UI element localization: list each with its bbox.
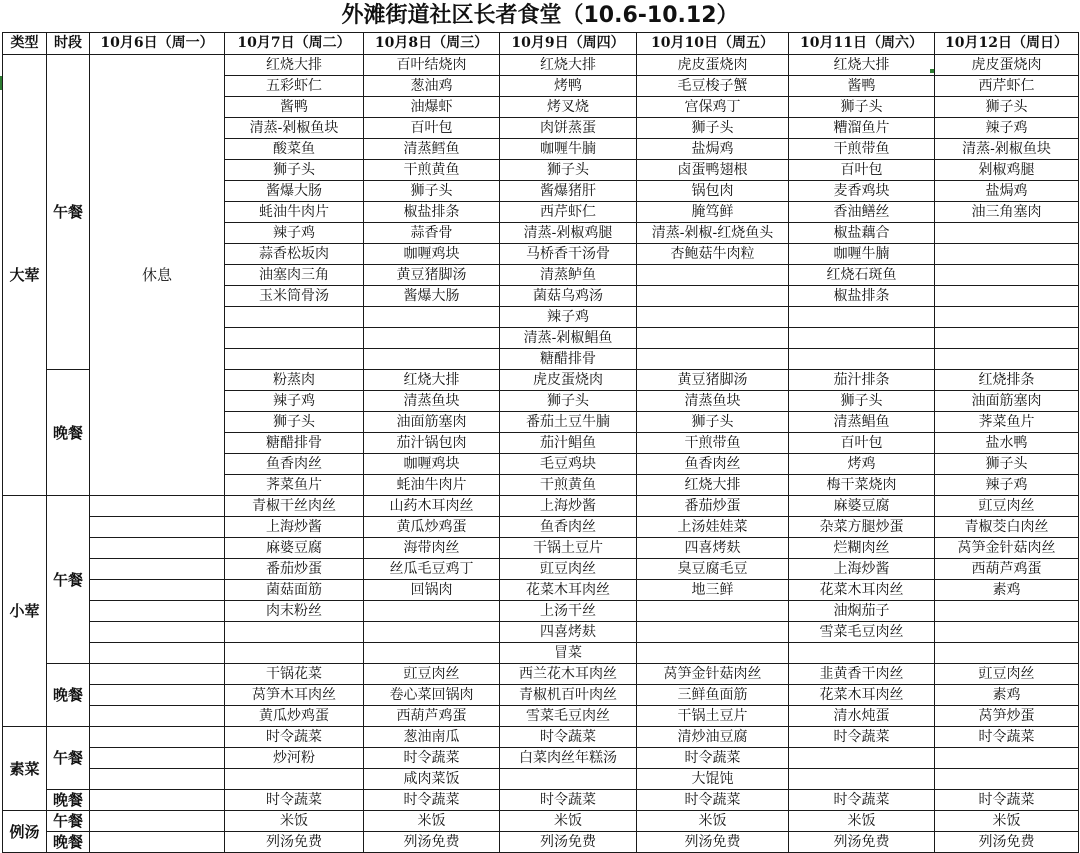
menu-cell: 油焖茄子 [789, 601, 935, 622]
menu-cell [364, 349, 500, 370]
menu-cell: 杏鲍菇牛肉粒 [637, 244, 789, 265]
menu-cell: 莴笋金针菇肉丝 [637, 664, 789, 685]
meal-period-cell: 午餐 [47, 496, 90, 664]
menu-cell: 番茄炒蛋 [637, 496, 789, 517]
menu-cell: 豇豆肉丝 [500, 559, 637, 580]
menu-cell: 油三角塞肉 [935, 202, 1079, 223]
table-row [3, 811, 1079, 832]
menu-cell: 咖喱鸡块 [364, 244, 500, 265]
menu-cell [90, 790, 225, 811]
menu-cell: 清蒸鲳鱼 [789, 412, 935, 433]
menu-cell: 青椒茭白肉丝 [935, 517, 1079, 538]
menu-cell: 鱼香肉丝 [225, 454, 364, 475]
header-day-mon: 10月6日（周一） [90, 33, 225, 55]
menu-cell: 酱鸭 [225, 97, 364, 118]
header-day-tue: 10月7日（周二） [225, 33, 364, 55]
table-row [3, 496, 1079, 517]
menu-cell: 蒜香松坂肉 [225, 244, 364, 265]
meal-period-cell: 晚餐 [47, 832, 90, 853]
category-cell: 素菜 [3, 727, 47, 811]
menu-cell: 马桥香干汤骨 [500, 244, 637, 265]
menu-cell: 粉蒸肉 [225, 370, 364, 391]
table-row [3, 664, 1079, 685]
menu-cell: 肉末粉丝 [225, 601, 364, 622]
menu-cell: 干锅土豆片 [500, 538, 637, 559]
menu-cell: 地三鲜 [637, 580, 789, 601]
menu-cell: 列汤免费 [500, 832, 637, 853]
table-row [3, 517, 1079, 538]
category-cell: 小荤 [3, 496, 47, 727]
menu-cell: 茄汁锅包肉 [364, 433, 500, 454]
menu-cell: 时令蔬菜 [637, 790, 789, 811]
menu-cell [225, 349, 364, 370]
menu-cell: 卤蛋鸭翅根 [637, 160, 789, 181]
table-row [3, 601, 1079, 622]
meal-period-cell: 午餐 [47, 727, 90, 790]
menu-cell: 清蒸鳕鱼 [364, 139, 500, 160]
menu-cell: 锅包肉 [637, 181, 789, 202]
menu-cell: 冒菜 [500, 643, 637, 664]
menu-cell: 荠菜鱼片 [935, 412, 1079, 433]
menu-cell: 上海炒酱 [789, 559, 935, 580]
menu-cell: 虎皮蛋烧肉 [935, 55, 1079, 76]
menu-cell: 花菜木耳肉丝 [789, 580, 935, 601]
menu-cell: 清蒸鱼块 [364, 391, 500, 412]
menu-cell: 狮子头 [935, 454, 1079, 475]
menu-cell [637, 328, 789, 349]
menu-cell: 百叶包 [789, 433, 935, 454]
menu-cell: 红烧大排 [225, 55, 364, 76]
menu-cell [90, 811, 225, 832]
table-row [3, 706, 1079, 727]
menu-cell: 雪菜毛豆肉丝 [789, 622, 935, 643]
menu-cell [637, 286, 789, 307]
menu-cell: 茄汁鲳鱼 [500, 433, 637, 454]
page-title: 外滩街道社区长者食堂（10.6-10.12） [341, 3, 739, 28]
menu-cell: 鱼香肉丝 [637, 454, 789, 475]
menu-cell [225, 643, 364, 664]
menu-cell: 百叶包 [364, 118, 500, 139]
menu-cell: 蚝油牛肉片 [225, 202, 364, 223]
menu-cell: 素鸡 [935, 580, 1079, 601]
menu-cell: 狮子头 [364, 181, 500, 202]
menu-cell: 油爆虾 [364, 97, 500, 118]
menu-cell: 莴笋金针菇肉丝 [935, 538, 1079, 559]
menu-cell: 豇豆肉丝 [364, 664, 500, 685]
meal-period-cell: 午餐 [47, 55, 90, 370]
menu-body [3, 55, 1079, 853]
menu-cell: 干锅花菜 [225, 664, 364, 685]
menu-cell [935, 223, 1079, 244]
menu-cell: 虎皮蛋烧肉 [500, 370, 637, 391]
menu-cell [935, 622, 1079, 643]
menu-cell: 百叶包 [789, 160, 935, 181]
menu-cell: 烤叉烧 [500, 97, 637, 118]
menu-cell [637, 349, 789, 370]
menu-cell: 毛豆鸡块 [500, 454, 637, 475]
menu-cell [225, 307, 364, 328]
table-row [3, 727, 1079, 748]
menu-cell: 辣子鸡 [225, 391, 364, 412]
menu-cell [90, 685, 225, 706]
menu-cell: 菌菇面筋 [225, 580, 364, 601]
table-row [3, 55, 1079, 76]
menu-cell [90, 727, 225, 748]
menu-cell: 回锅肉 [364, 580, 500, 601]
menu-cell: 米饭 [500, 811, 637, 832]
menu-cell: 干煎黄鱼 [364, 160, 500, 181]
menu-cell: 狮子头 [500, 160, 637, 181]
menu-cell: 菌菇乌鸡汤 [500, 286, 637, 307]
menu-cell: 鱼香肉丝 [500, 517, 637, 538]
menu-cell: 梅干菜烧肉 [789, 475, 935, 496]
menu-cell: 清水炖蛋 [789, 706, 935, 727]
menu-cell: 米饭 [637, 811, 789, 832]
menu-cell: 时令蔬菜 [935, 790, 1079, 811]
menu-cell: 香油鳝丝 [789, 202, 935, 223]
menu-cell [90, 664, 225, 685]
menu-cell [500, 769, 637, 790]
menu-cell: 红烧石斑鱼 [789, 265, 935, 286]
menu-cell: 狮子头 [637, 412, 789, 433]
category-cell: 大荤 [3, 55, 47, 496]
menu-cell: 腌笃鲜 [637, 202, 789, 223]
menu-cell [90, 601, 225, 622]
menu-cell: 咖喱牛腩 [500, 139, 637, 160]
menu-cell: 西芹虾仁 [500, 202, 637, 223]
menu-cell: 酱鸭 [789, 76, 935, 97]
menu-cell: 干煎带鱼 [637, 433, 789, 454]
menu-cell: 烂糊肉丝 [789, 538, 935, 559]
menu-cell: 米饭 [364, 811, 500, 832]
menu-cell: 油面筋塞肉 [935, 391, 1079, 412]
menu-cell: 红烧大排 [637, 475, 789, 496]
menu-cell: 干煎带鱼 [789, 139, 935, 160]
menu-cell: 茄汁排条 [789, 370, 935, 391]
menu-cell: 上海炒酱 [500, 496, 637, 517]
menu-cell: 剁椒鸡腿 [935, 160, 1079, 181]
menu-cell: 青椒机百叶肉丝 [500, 685, 637, 706]
menu-cell: 列汤免费 [935, 832, 1079, 853]
menu-cell: 麻婆豆腐 [225, 538, 364, 559]
menu-cell [90, 832, 225, 853]
menu-cell [225, 328, 364, 349]
menu-cell: 清蒸-剁椒-红烧鱼头 [637, 223, 789, 244]
menu-cell: 杂菜方腿炒蛋 [789, 517, 935, 538]
category-cell: 例汤 [3, 811, 47, 853]
menu-cell: 虎皮蛋烧肉 [637, 55, 789, 76]
menu-cell [637, 601, 789, 622]
menu-cell [90, 769, 225, 790]
menu-cell [789, 349, 935, 370]
menu-cell: 红烧排条 [935, 370, 1079, 391]
menu-cell: 椒盐排条 [364, 202, 500, 223]
header-day-thu: 10月9日（周四） [500, 33, 637, 55]
menu-cell [225, 622, 364, 643]
menu-cell: 辣子鸡 [935, 118, 1079, 139]
menu-cell: 黄瓜炒鸡蛋 [225, 706, 364, 727]
menu-cell: 西芹虾仁 [935, 76, 1079, 97]
menu-cell: 时令蔬菜 [364, 790, 500, 811]
menu-cell: 辣子鸡 [225, 223, 364, 244]
menu-cell: 大馄饨 [637, 769, 789, 790]
menu-cell: 盐焗鸡 [935, 181, 1079, 202]
menu-cell: 狮子头 [225, 412, 364, 433]
menu-cell: 狮子头 [637, 118, 789, 139]
menu-cell: 狮子头 [789, 97, 935, 118]
menu-cell: 糟溜鱼片 [789, 118, 935, 139]
menu-cell: 葱油南瓜 [364, 727, 500, 748]
menu-cell: 红烧大排 [500, 55, 637, 76]
menu-cell [90, 643, 225, 664]
menu-cell [364, 307, 500, 328]
menu-cell [364, 601, 500, 622]
menu-cell: 时令蔬菜 [364, 748, 500, 769]
menu-cell: 咸肉菜饭 [364, 769, 500, 790]
menu-cell [789, 643, 935, 664]
menu-cell: 狮子头 [500, 391, 637, 412]
menu-cell [935, 244, 1079, 265]
menu-cell: 酱爆大肠 [364, 286, 500, 307]
menu-cell [90, 538, 225, 559]
menu-cell: 莴笋炒蛋 [935, 706, 1079, 727]
menu-cell: 清炒油豆腐 [637, 727, 789, 748]
table-row [3, 622, 1079, 643]
menu-cell: 西兰花木耳肉丝 [500, 664, 637, 685]
menu-cell: 咖喱鸡块 [364, 454, 500, 475]
menu-cell: 时令蔬菜 [500, 727, 637, 748]
menu-cell: 米饭 [935, 811, 1079, 832]
menu-cell: 白菜肉丝年糕汤 [500, 748, 637, 769]
menu-cell: 葱油鸡 [364, 76, 500, 97]
menu-cell [935, 349, 1079, 370]
menu-cell: 狮子头 [935, 97, 1079, 118]
table-row [3, 538, 1079, 559]
menu-cell [935, 286, 1079, 307]
menu-cell [90, 517, 225, 538]
menu-cell: 椒盐排条 [789, 286, 935, 307]
menu-cell [789, 769, 935, 790]
menu-cell: 时令蔬菜 [935, 727, 1079, 748]
header-day-wed: 10月8日（周三） [364, 33, 500, 55]
menu-cell: 时令蔬菜 [637, 748, 789, 769]
header-day-sat: 10月11日（周六） [789, 33, 935, 55]
menu-cell: 黄豆猪脚汤 [364, 265, 500, 286]
menu-cell: 油塞肉三角 [225, 265, 364, 286]
menu-cell: 四喜烤麸 [637, 538, 789, 559]
menu-cell: 蒜香骨 [364, 223, 500, 244]
menu-cell: 列汤免费 [789, 832, 935, 853]
menu-cell: 酱爆猪肝 [500, 181, 637, 202]
menu-cell: 油面筋塞肉 [364, 412, 500, 433]
meal-period-cell: 晚餐 [47, 370, 90, 496]
header-period: 时段 [47, 33, 90, 55]
menu-cell: 西葫芦鸡蛋 [364, 706, 500, 727]
menu-cell: 时令蔬菜 [225, 790, 364, 811]
menu-cell: 盐水鸭 [935, 433, 1079, 454]
table-row [3, 580, 1079, 601]
menu-cell: 西葫芦鸡蛋 [935, 559, 1079, 580]
menu-cell [935, 307, 1079, 328]
menu-cell [789, 748, 935, 769]
menu-cell: 素鸡 [935, 685, 1079, 706]
menu-cell: 卷心菜回锅肉 [364, 685, 500, 706]
menu-cell [90, 580, 225, 601]
menu-cell: 黄瓜炒鸡蛋 [364, 517, 500, 538]
menu-cell: 肉饼蒸蛋 [500, 118, 637, 139]
menu-cell: 烤鸭 [500, 76, 637, 97]
menu-cell [935, 265, 1079, 286]
menu-cell: 海带肉丝 [364, 538, 500, 559]
menu-cell: 椒盐藕合 [789, 223, 935, 244]
menu-cell [637, 643, 789, 664]
meal-period-cell: 午餐 [47, 811, 90, 832]
menu-cell: 青椒干丝肉丝 [225, 496, 364, 517]
table-row [3, 559, 1079, 580]
menu-cell [637, 265, 789, 286]
menu-cell: 酱爆大肠 [225, 181, 364, 202]
menu-cell: 上海炒酱 [225, 517, 364, 538]
menu-cell: 清蒸-剁椒鱼块 [225, 118, 364, 139]
menu-cell [90, 706, 225, 727]
menu-cell [789, 328, 935, 349]
menu-cell: 辣子鸡 [500, 307, 637, 328]
menu-cell: 豇豆肉丝 [935, 664, 1079, 685]
menu-cell: 清蒸鲈鱼 [500, 265, 637, 286]
menu-cell: 番茄土豆牛腩 [500, 412, 637, 433]
menu-cell [364, 622, 500, 643]
menu-cell [90, 622, 225, 643]
menu-cell: 列汤免费 [637, 832, 789, 853]
menu-cell: 花菜木耳肉丝 [500, 580, 637, 601]
menu-cell [90, 559, 225, 580]
menu-cell: 玉米筒骨汤 [225, 286, 364, 307]
menu-cell: 米饭 [789, 811, 935, 832]
menu-table [2, 32, 1079, 853]
menu-cell: 时令蔬菜 [500, 790, 637, 811]
menu-cell [935, 769, 1079, 790]
menu-cell: 花菜木耳肉丝 [789, 685, 935, 706]
meal-period-cell: 晚餐 [47, 790, 90, 811]
menu-cell: 米饭 [225, 811, 364, 832]
menu-cell: 韭黄香干肉丝 [789, 664, 935, 685]
menu-cell [935, 748, 1079, 769]
menu-cell: 宫保鸡丁 [637, 97, 789, 118]
menu-cell [935, 601, 1079, 622]
menu-cell: 四喜烤麸 [500, 622, 637, 643]
menu-cell: 清蒸-剁椒鱼块 [935, 139, 1079, 160]
menu-cell: 烤鸡 [789, 454, 935, 475]
menu-cell: 莴笋木耳肉丝 [225, 685, 364, 706]
menu-cell: 三鲜鱼面筋 [637, 685, 789, 706]
menu-cell: 糖醋排骨 [225, 433, 364, 454]
menu-cell: 狮子头 [789, 391, 935, 412]
menu-cell: 红烧大排 [789, 55, 935, 76]
menu-cell [789, 307, 935, 328]
menu-cell: 丝瓜毛豆鸡丁 [364, 559, 500, 580]
menu-cell: 上汤娃娃菜 [637, 517, 789, 538]
menu-cell: 糖醋排骨 [500, 349, 637, 370]
header-day-fri: 10月10日（周五） [637, 33, 789, 55]
menu-cell [637, 307, 789, 328]
menu-cell: 黄豆猪脚汤 [637, 370, 789, 391]
menu-cell [364, 643, 500, 664]
menu-cell: 臭豆腐毛豆 [637, 559, 789, 580]
monday-rest-cell: 休息 [90, 55, 225, 496]
menu-cell: 山药木耳肉丝 [364, 496, 500, 517]
header-row [3, 33, 1079, 55]
menu-cell: 红烧大排 [364, 370, 500, 391]
menu-cell: 辣子鸡 [935, 475, 1079, 496]
menu-cell: 炒河粉 [225, 748, 364, 769]
menu-cell: 番茄炒蛋 [225, 559, 364, 580]
menu-cell [935, 328, 1079, 349]
menu-cell: 时令蔬菜 [789, 790, 935, 811]
menu-cell: 百叶结烧肉 [364, 55, 500, 76]
menu-cell: 干锅土豆片 [637, 706, 789, 727]
menu-cell: 盐焗鸡 [637, 139, 789, 160]
menu-cell: 雪菜毛豆肉丝 [500, 706, 637, 727]
menu-cell: 时令蔬菜 [225, 727, 364, 748]
menu-cell: 麻婆豆腐 [789, 496, 935, 517]
table-row [3, 790, 1079, 811]
table-row [3, 769, 1079, 790]
menu-cell: 时令蔬菜 [789, 727, 935, 748]
menu-cell: 毛豆梭子蟹 [637, 76, 789, 97]
menu-cell: 咖喱牛腩 [789, 244, 935, 265]
menu-cell: 荠菜鱼片 [225, 475, 364, 496]
menu-cell [364, 328, 500, 349]
menu-cell: 豇豆肉丝 [935, 496, 1079, 517]
menu-cell [90, 496, 225, 517]
menu-cell: 狮子头 [225, 160, 364, 181]
table-row [3, 748, 1079, 769]
menu-cell [90, 748, 225, 769]
menu-cell [637, 622, 789, 643]
menu-cell [935, 643, 1079, 664]
menu-cell: 蚝油牛肉片 [364, 475, 500, 496]
table-row [3, 685, 1079, 706]
meal-period-cell: 晚餐 [47, 664, 90, 727]
menu-cell: 干煎黄鱼 [500, 475, 637, 496]
menu-cell: 麦香鸡块 [789, 181, 935, 202]
menu-cell: 清蒸-剁椒鲳鱼 [500, 328, 637, 349]
table-row [3, 643, 1079, 664]
header-type: 类型 [3, 33, 47, 55]
menu-cell: 列汤免费 [364, 832, 500, 853]
menu-cell: 清蒸-剁椒鸡腿 [500, 223, 637, 244]
menu-cell: 列汤免费 [225, 832, 364, 853]
header-day-sun: 10月12日（周日） [935, 33, 1079, 55]
menu-cell: 上汤干丝 [500, 601, 637, 622]
table-row [3, 832, 1079, 853]
menu-cell: 酸菜鱼 [225, 139, 364, 160]
menu-cell: 清蒸鱼块 [637, 391, 789, 412]
menu-cell: 五彩虾仁 [225, 76, 364, 97]
menu-cell [225, 769, 364, 790]
